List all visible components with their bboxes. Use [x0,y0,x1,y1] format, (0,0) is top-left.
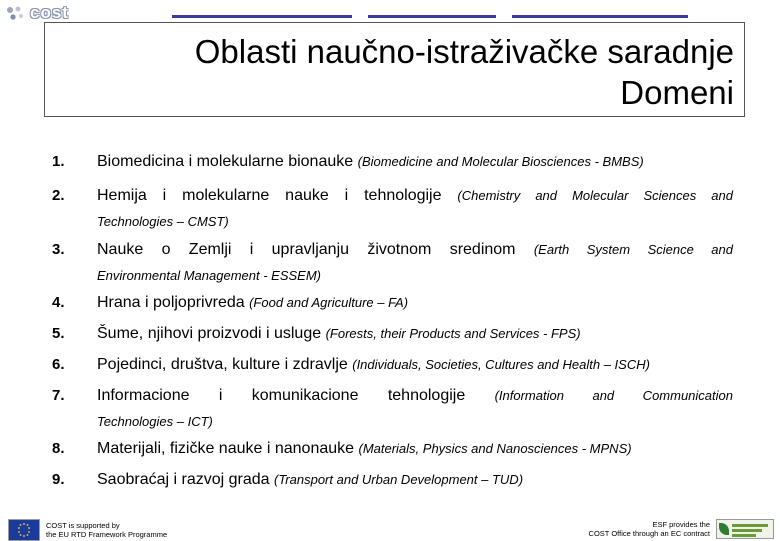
item-english: (Individuals, Societies, Cultures and Health – ISCH) [352,357,650,372]
header-rule [368,15,496,18]
item-text [97,355,733,375]
item-line-1 [97,240,733,260]
item-number: 9. [52,471,65,488]
item-english-cont: Environmental Management - ESSEM) [97,268,321,283]
item-number: 5. [52,325,65,342]
item-title: Hrana i poljoprivreda [97,294,245,311]
footer-left-line-2: the EU RTD Framework Programme [46,530,168,539]
item-english: (Transport and Urban Development – TUD) [274,472,524,487]
item-text [97,324,733,344]
item-number: 7. [52,387,65,404]
item-number: 8. [52,440,65,457]
item-text [97,152,733,172]
item-line-1 [97,186,733,206]
esf-logo-icon [716,519,774,539]
footer-right-line-1: ESF provides the [652,520,710,529]
item-title: Informacione i komunikacione tehnologije [97,387,466,404]
item-title: Biomedicina i molekularne bionauke [97,153,354,170]
header-rule [172,15,352,18]
item-english: (Forests, their Products and Services - FPS) [325,326,581,341]
title-line-1: Oblasti naučno-istraživačke saradnje [194,33,734,70]
footer-left-text [46,521,167,539]
item-title: Nauke o Zemlji i upravljanju životnom sredinom [97,241,516,258]
footer-right-text [589,520,710,538]
item-english: (Food and Agriculture – FA) [249,295,409,310]
footer-right [589,519,774,539]
item-number: 1. [52,153,65,170]
cost-logo-text: cost [30,3,69,22]
item-title: Šume, njihovi proizvodi i usluge [97,325,322,342]
item-english: (Biomedicine and Molecular Biosciences - BMBS) [357,154,644,169]
item-english: (Information and Communication [494,388,733,403]
eu-flag-icon [8,519,40,541]
item-text [97,293,733,313]
item-text [97,470,733,490]
footer-left [8,519,167,541]
item-text [97,186,733,232]
item-title: Saobraćaj i razvoj grada [97,471,270,488]
item-number: 2. [52,187,65,204]
item-title: Pojedinci, društva, kulture i zdravlje [97,356,348,373]
item-text [97,240,733,286]
item-english: (Chemistry and Molecular Sciences and [457,188,733,203]
item-text [97,386,733,432]
item-title: Hemija i molekularne nauke i tehnologije [97,187,442,204]
footer-right-line-2: COST Office through an EC contract [588,529,710,538]
title-line-2: Domeni [620,74,734,111]
item-line-1 [97,386,733,406]
item-english-cont: Technologies – ICT) [97,414,213,429]
item-english: (Earth System Science and [533,242,733,257]
cost-logo [4,3,69,23]
item-number: 4. [52,294,65,311]
item-number: 3. [52,241,65,258]
item-title: Materijali, fizičke nauke i nanonauke [97,440,355,457]
item-text [97,439,733,459]
footer-left-line-1: COST is supported by [46,521,120,530]
item-english-cont: Technologies – CMST) [97,214,229,229]
title-box [44,22,745,117]
cost-logo-icon [4,4,26,22]
item-number: 6. [52,356,65,373]
item-english: (Materials, Physics and Nanosciences - MPNS) [358,441,632,456]
header-rule [512,15,688,18]
